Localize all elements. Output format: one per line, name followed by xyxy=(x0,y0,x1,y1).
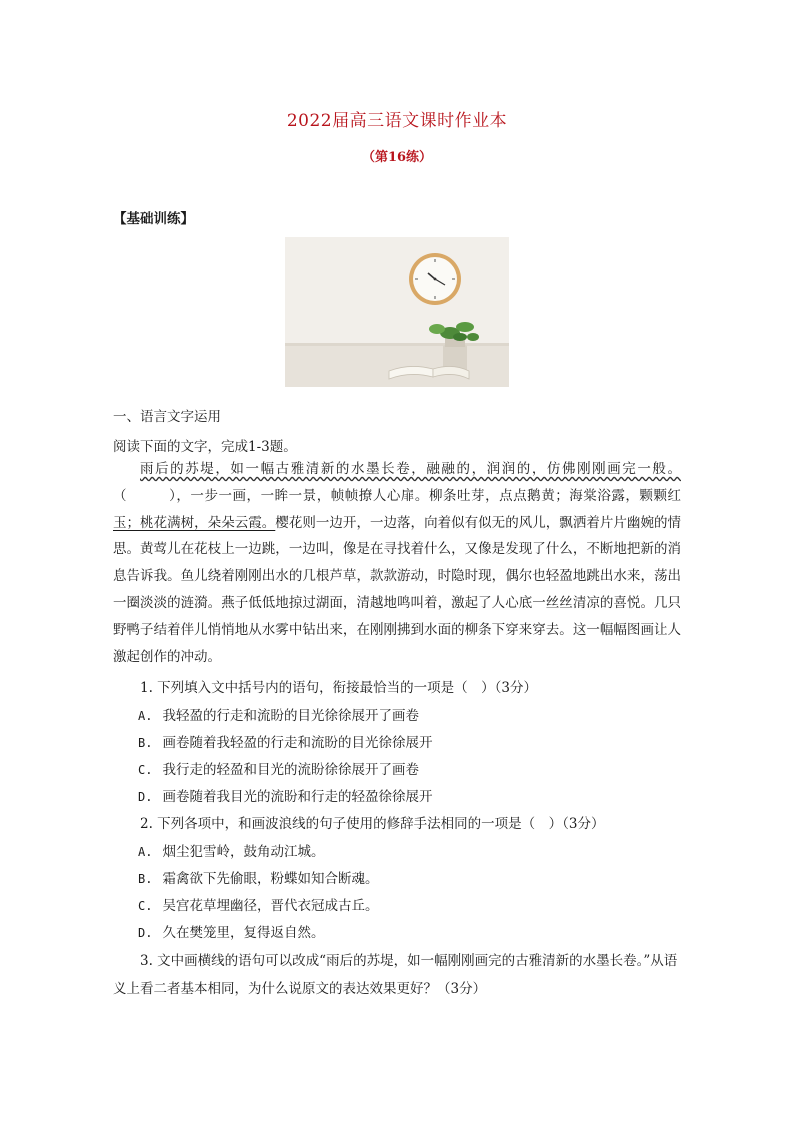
question-1-option-b: B. 画卷随着我轻盈的行走和流盼的目光徐徐展开 xyxy=(138,735,433,751)
clock-icon xyxy=(409,253,461,305)
reading-instruction: 阅读下面的文字，完成1-3题。 xyxy=(113,439,297,455)
passage-text-1: （ ），一步一画，一眸一景，帧帧撩人心扉。柳条吐芽，点点鹅黄；海棠浴露，颗颗红 xyxy=(113,487,681,504)
wavy-underlined-sentence: 雨后的苏堤，如一幅古雅清新的水墨长卷，融融的，润润的，仿佛刚刚画完一般。 xyxy=(140,461,681,477)
question-3-stem: 3. 文中画横线的语句可以改成“雨后的苏堤，如一幅刚刚画完的古雅清新的水墨长卷。”从语义上看二者基本相同，为什么说原文的表达效果更好？（3分） xyxy=(113,953,678,997)
question-1-option-c: C. 我行走的轻盈和目光的流盼徐徐展开了画卷 xyxy=(138,762,419,778)
question-2-option-a: A. 烟尘犯雪岭，鼓角动江城。 xyxy=(138,844,325,860)
section-heading: 一、语言文字运用 xyxy=(113,409,221,425)
passage-text-2: 樱花则一边开，一边落，向着似有似无的风儿，飘洒着片片幽婉的情思。黄莺儿在花枝上一边跳，一边叫，像是在寻找着什么，又像是发现了什么，不断地把新的消息告诉我。鱼儿绕着刚刚出水的几根芦草，款款游动，时隐时现，偶尔也轻盈地跳出水来，荡出一圈淡淡的涟漪。燕子低低地掠过湖面，清越地鸣叫着，激起了人心底一丝丝清凉的喜悦。几只野鸭子结着伴儿悄悄地从水雾中钻出来，在刚刚拂到水面的柳条下穿来穿去。这一幅幅图画让人激起创作的冲动。 xyxy=(113,514,682,665)
question-2-option-d: D. 久在樊笼里，复得返自然。 xyxy=(138,925,325,941)
photo-illustration xyxy=(285,237,509,387)
page-subtitle: （第16练） xyxy=(361,150,433,165)
question-2-option-c: C. 吴宫花草埋幽径，晋代衣冠成古丘。 xyxy=(138,898,379,914)
question-1-option-d: D. 画卷随着我目光的流盼和行走的轻盈徐徐展开 xyxy=(138,789,433,805)
underlined-sentence: 玉；桃花满树，朵朵云霞。 xyxy=(113,514,276,531)
question-1-stem: 1. 下列填入文中括号内的语句，衔接最恰当的一项是（ ）（3分） xyxy=(140,680,538,696)
question-2-option-b: B. 霜禽欲下先偷眼，粉蝶如知合断魂。 xyxy=(138,871,379,887)
question-2-stem: 2. 下列各项中，和画波浪线的句子使用的修辞手法相同的一项是（ ）（3分） xyxy=(140,816,605,832)
clock-plant-book-photo xyxy=(285,237,509,387)
reading-passage xyxy=(113,456,681,670)
page-title: 2022届高三语文课时作业本 xyxy=(286,111,508,131)
section-tag: 【基础训练】 xyxy=(113,211,194,227)
question-1-option-a: A. 我轻盈的行走和流盼的目光徐徐展开了画卷 xyxy=(138,708,419,724)
